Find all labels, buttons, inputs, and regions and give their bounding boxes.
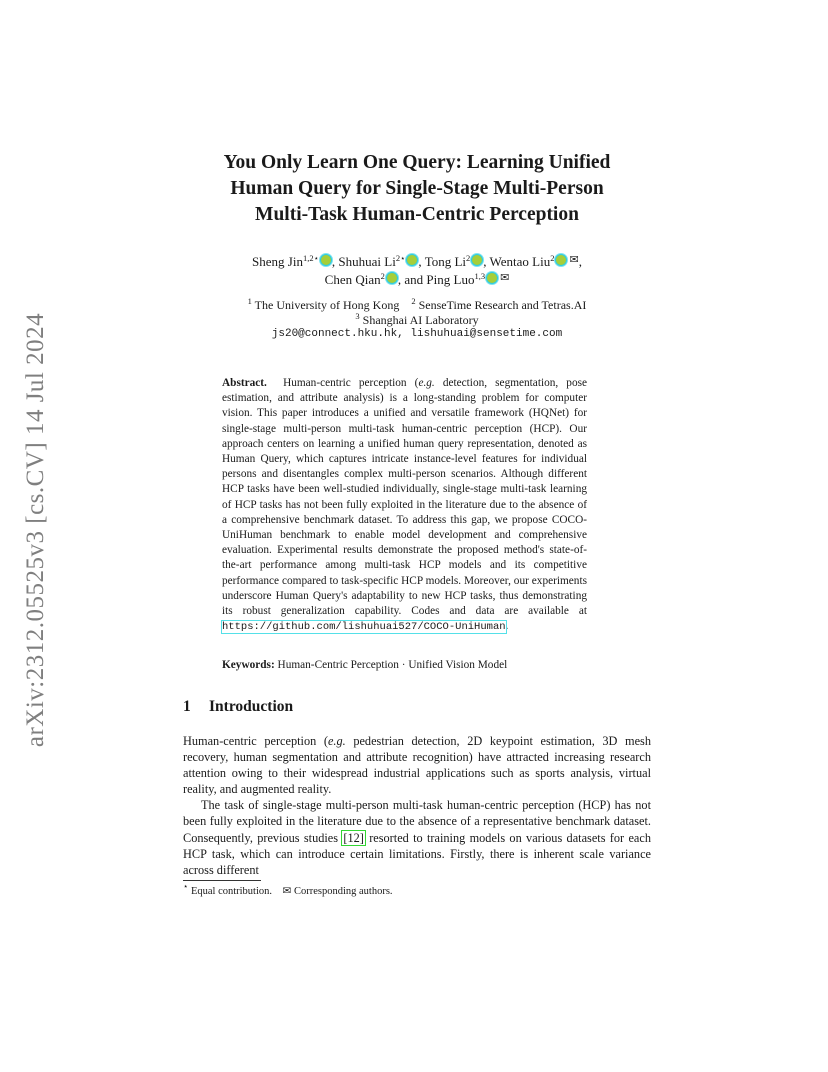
orcid-icon[interactable] <box>386 272 398 284</box>
introduction-body <box>183 733 651 878</box>
orcid-icon[interactable] <box>486 272 498 284</box>
author-line: Chen Qian$^2$ , and Ping Luo$^{1,3}$ ✉ <box>324 271 510 287</box>
author-list <box>170 252 664 288</box>
section-title: Introduction <box>209 698 294 715</box>
orcid-icon[interactable] <box>471 254 483 266</box>
author-name: Ping Luo <box>426 272 475 287</box>
mail-icon: ✉ <box>569 254 579 266</box>
title-line: Human Query for Single-Stage Multi-Person <box>230 178 604 199</box>
affil-number: 2 <box>411 296 416 306</box>
arxiv-identifier[interactable]: arXiv:2312.05525v3 [cs.CV] 14 Jul 2024 <box>22 312 49 748</box>
author-name: Tong Li <box>424 254 467 269</box>
author-affil-mark: 2 <box>550 253 555 263</box>
paragraph <box>183 797 651 877</box>
citation-link[interactable]: [12] <box>343 830 364 845</box>
affiliations <box>170 298 664 342</box>
footnote-corresponding: Corresponding authors. <box>293 886 393 897</box>
title-line: Multi-Task Human-Centric Perception <box>255 204 579 225</box>
abstract-end: . <box>505 620 509 633</box>
orcid-icon[interactable] <box>320 254 332 266</box>
abstract-label: Abstract. <box>222 377 267 389</box>
paragraph-text: Human-centric perception ( <box>183 734 328 748</box>
code-data-link[interactable]: https://github.com/lishuhuai527/COCO-UniHuman <box>222 621 506 634</box>
keywords-text: Human-Centric Perception · Unified Vision Model <box>277 659 508 671</box>
paragraph-text: pedestrian detection, 2D keypoint estimation, 3D mesh recovery, human segmentation and attribute recognition) have attracted increasing research attention owing to their widespread industrial applications such as sports analysis, virtual reality, and augmented reality. <box>183 734 651 797</box>
paragraph-text: The task of single-stage multi-person multi-task human-centric perception (HCP) has not been fully exploited in the literature due to the absence of a representative benchmark dataset. Consequently, previous studies <box>183 798 651 845</box>
keywords <box>222 658 602 673</box>
section-number: 1 <box>183 698 191 715</box>
affiliation-sensetime: SenseTime Research and Tetras.AI <box>418 298 587 312</box>
keywords-label: Keywords: <box>222 659 275 671</box>
author-name: Shuhuai Li <box>338 254 396 269</box>
arxiv-sidebar <box>16 300 56 760</box>
footnote <box>183 881 393 899</box>
author-affil-mark: 2 <box>380 271 385 281</box>
affiliation-line <box>170 310 664 328</box>
author-affil-mark: 1,2⋆ <box>302 253 319 263</box>
paragraph-text: resorted to training models on various datasets for each HCP task, which can introduce certain limitations. Firstly, there is inherent scale variance across different <box>183 830 651 877</box>
author-name: Sheng Jin <box>252 254 303 269</box>
contact-emails: js20@connect.hku.hk, lishuhuai@sensetime.com <box>271 328 563 340</box>
affiliation-line <box>170 298 664 313</box>
affil-number: 1 <box>247 296 252 306</box>
footnote-equal: Equal contribution. <box>190 886 273 897</box>
abstract <box>222 376 587 635</box>
author-name: Chen Qian <box>324 272 381 287</box>
author-name: Wentao Liu <box>489 254 551 269</box>
abstract-text: detection, segmentation, pose estimation, and attribute analysis) is a long-standing problem for computer vision. This paper introduces a unified and versatile framework (HQNet) for single-stage multi-person multi-task human-centric perception (HCP). Our approach centers on learning a unified human query representation, denoted as Human Query, which captures intricate instance-level features for individual persons and disentangles complex multi-person scenarios. Although different HCP tasks have been well-studied individually, single-stage multi-task learning of HCP tasks has not been fully exploited in the literature due to the absence of a comprehensive benchmark dataset. To address this gap, we propose COCO-UniHuman benchmark to enable model development and comprehensive evaluation. Experimental results demonstrate the proposed method's state-of-the-art performance among multi-task HCP models and its competitive performance compared to task-specific HCP models. Moreover, our experiments underscore Human Query's adaptability to new HCP tasks, thus demonstrating its robust generalization capability. Codes and data are available at <box>222 377 588 618</box>
footnote-rule <box>183 880 261 881</box>
author-affil-mark: 2 <box>466 253 471 263</box>
mail-icon: ✉ <box>500 272 510 284</box>
orcid-icon[interactable] <box>555 254 567 266</box>
affil-number: 3 <box>355 310 360 321</box>
author-affil-mark: 1,3 <box>474 271 486 281</box>
author-line: Sheng Jin$^{1,2⋆}$ , Shuhuai $Li^{2⋆}$ , Tong Li$^2$ , Wentao Liu$^2$ ✉, <box>252 253 582 269</box>
footnote-star: ⋆ <box>183 881 189 891</box>
paper-title <box>170 150 664 228</box>
section-heading <box>183 698 293 716</box>
mail-icon: ✉ <box>282 886 292 897</box>
affiliation-shanghai-ai-lab: Shanghai AI Laboratory <box>362 312 479 327</box>
abstract-text: Human-centric perception ( <box>283 377 419 389</box>
and-text: and <box>404 272 424 287</box>
affiliation-hku: The University of Hong Kong <box>254 298 400 312</box>
orcid-icon[interactable] <box>406 254 418 266</box>
paragraph-eg: e.g. <box>327 734 346 748</box>
author-affil-mark: 2⋆ <box>395 253 406 263</box>
title-line: You Only Learn One Query: Learning Unified <box>223 152 611 173</box>
paragraph <box>183 733 651 797</box>
abstract-eg: e.g. <box>418 377 435 389</box>
